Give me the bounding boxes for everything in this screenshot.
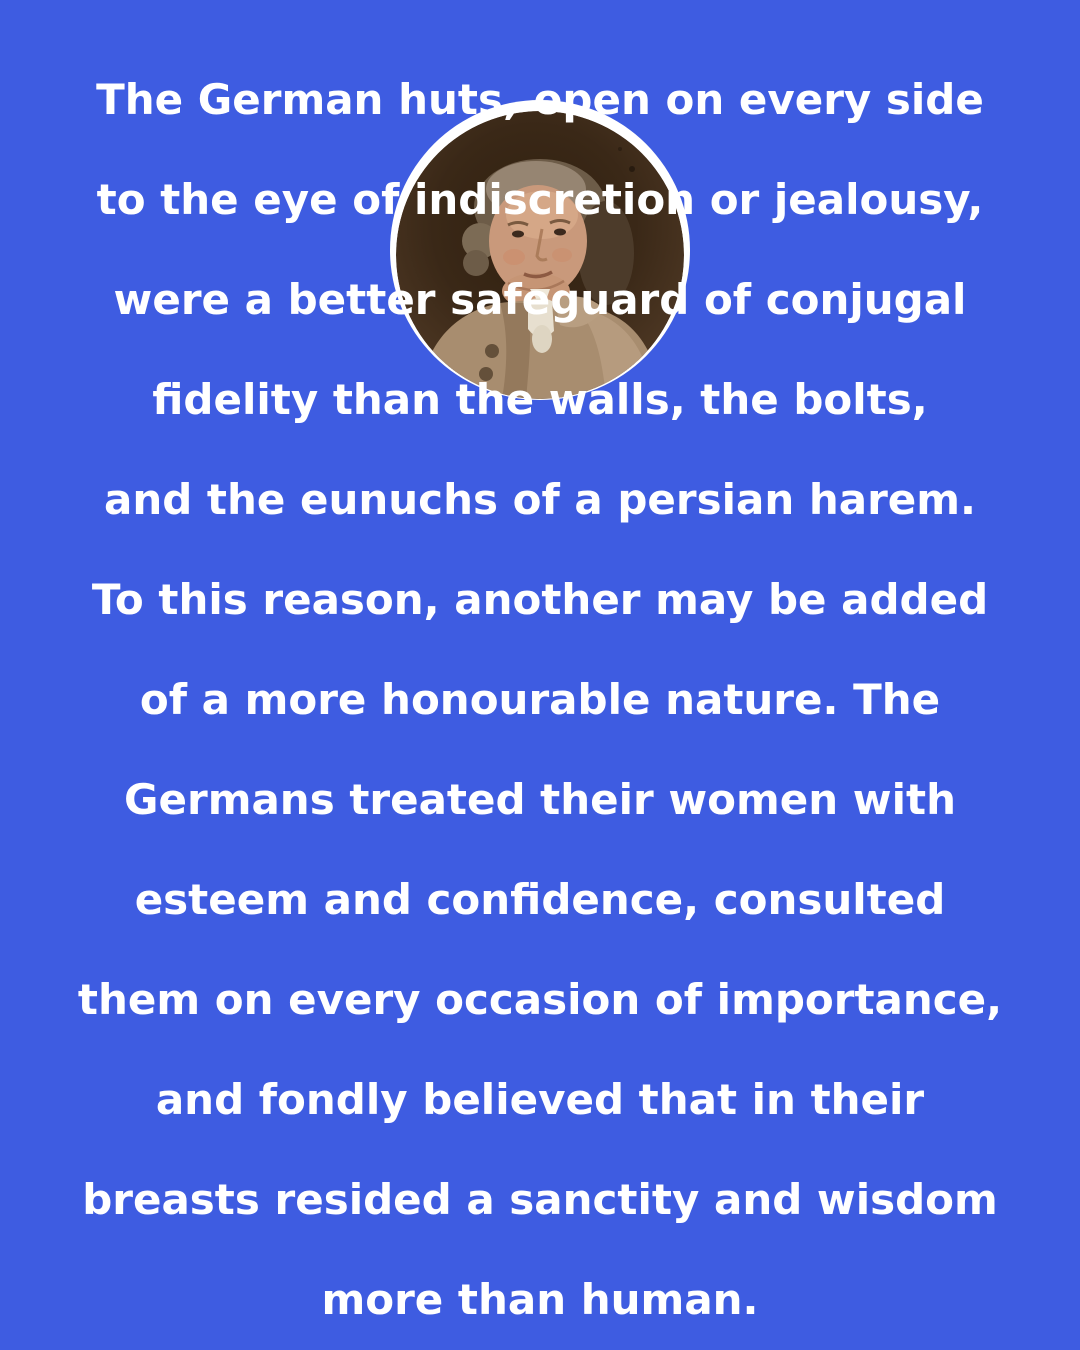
quote-text [0,50,1080,1350]
quote-line: fidelity than the walls, the bolts, [152,375,928,424]
quote-line: To this reason, another may be added [91,575,989,624]
quote-line: were a better safeguard of conjugal [113,275,967,324]
quote-line: them on every occasion of importance, [77,975,1003,1024]
quote-line: breasts resided a sanctity and wisdom [82,1175,998,1224]
quote-line: to the eye of indiscretion or jealousy, [96,175,984,224]
quote-line: of a more honourable nature. The [139,675,941,724]
quote-line: esteem and confidence, consulted [134,875,946,924]
quote-line: The German huts, open on every side [96,75,984,124]
quote-line: and fondly believed that in their [155,1075,925,1124]
quote-line: Germans treated their women with [124,775,956,824]
quote-line: and the eunuchs of a persian harem. [103,475,976,524]
quote-line: more than human. [321,1275,759,1324]
